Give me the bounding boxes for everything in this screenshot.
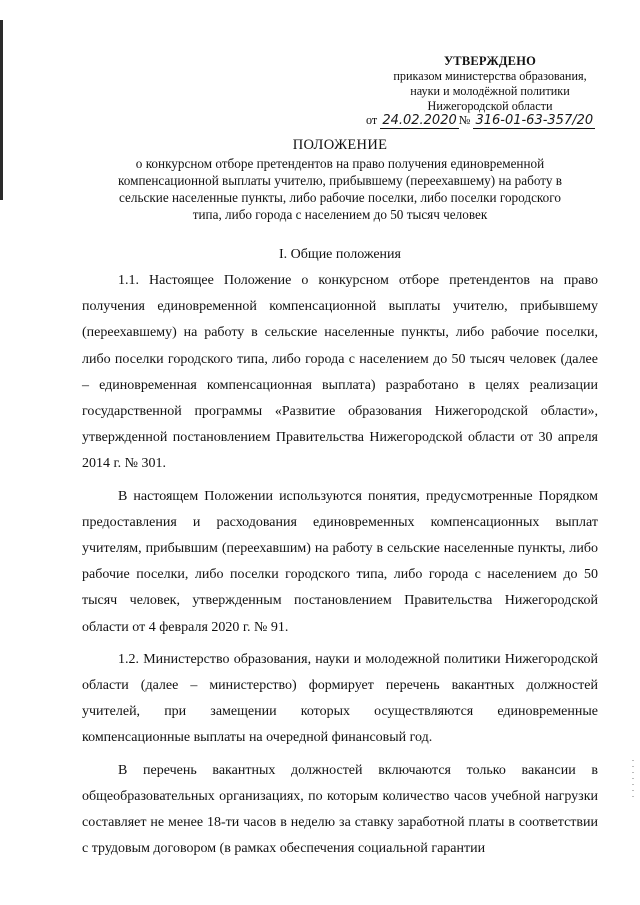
title-line-4: типа, либо города с населением до 50 тысяч человек <box>192 207 488 222</box>
paragraph-1-2: 1.2. Министерство образования, науки и молодежной политики Нижегородской области (далее – министерство) формирует перечень вакантных должностей учителей, при замещении которых осуществляются единовременные компенсационные выплаты на очередной финансовый год. <box>82 651 598 746</box>
scan-margin-dots <box>632 760 634 800</box>
approval-line-3: Нижегородской области <box>427 99 553 113</box>
approval-line-2: науки и молодёжной политики <box>410 84 570 98</box>
title-line-2: компенсационной выплаты учителю, прибывшему (переехавшему) на работу в <box>118 173 562 188</box>
paragraph-vacancies: В перечень вакантных должностей включаются только вакансии в общеобразовательных организациях, по которым количество часов учебной нагрузки составляет не менее 18-ти часов в неделю за ставку заработной платы в соответствии с трудовым договором (в рамках обеспечения социальной гарантии <box>82 762 598 857</box>
scan-edge-shadow <box>0 20 3 200</box>
title-line-1: о конкурсном отборе претендентов на право получения единовременной <box>135 156 545 171</box>
approved-label: УТВЕРЖДЕНО <box>443 54 537 68</box>
document-title-block <box>82 136 598 223</box>
section-heading: I. Общие положения <box>279 247 401 262</box>
handwritten-date: 24.02.2020 <box>382 113 457 128</box>
title-line-3: сельские населенные пункты, либо рабочие поселки, либо поселки городского <box>119 190 561 205</box>
approval-stamp-block <box>380 54 600 114</box>
order-date-number <box>366 112 616 129</box>
number-prefix: № <box>458 113 471 127</box>
handwritten-number: 316-01-63-357/20 <box>475 113 594 128</box>
approval-line-1: приказом министерства образования, <box>393 69 587 83</box>
paragraph-definitions: В настоящем Положении используются понятия, предусмотренные Порядком предоставления и расходования единовременных компенсационных выплат учителям, прибывшим (переехавшим) на работу в сельские населенные пункты, либо рабочие поселки, либо поселки городского типа, либо города с населением до 50 тысяч человек, утвержденным постановлением Правительства Нижегородской области от 4 февраля 2020 г. № 91. <box>82 488 598 635</box>
date-prefix: от <box>366 113 378 127</box>
document-body <box>82 268 598 868</box>
document-title: ПОЛОЖЕНИЕ <box>292 137 388 153</box>
paragraph-1-1: 1.1. Настоящее Положение о конкурсном отборе претендентов на право получения единовременной компенсационной выплаты учителю, прибывшему (переехавшему) на работу в сельские населенные пункты, либо рабочие поселки, либо поселки городского типа, либо города с населением до 50 тысяч человек (далее – единовременная компенсационная выплата) разработано в целях реализации государственной программы «Развитие образования Нижегородской области», утвержденной постановлением Правительства Нижегородской области от 30 апреля 2014 г. № 301. <box>82 273 598 472</box>
